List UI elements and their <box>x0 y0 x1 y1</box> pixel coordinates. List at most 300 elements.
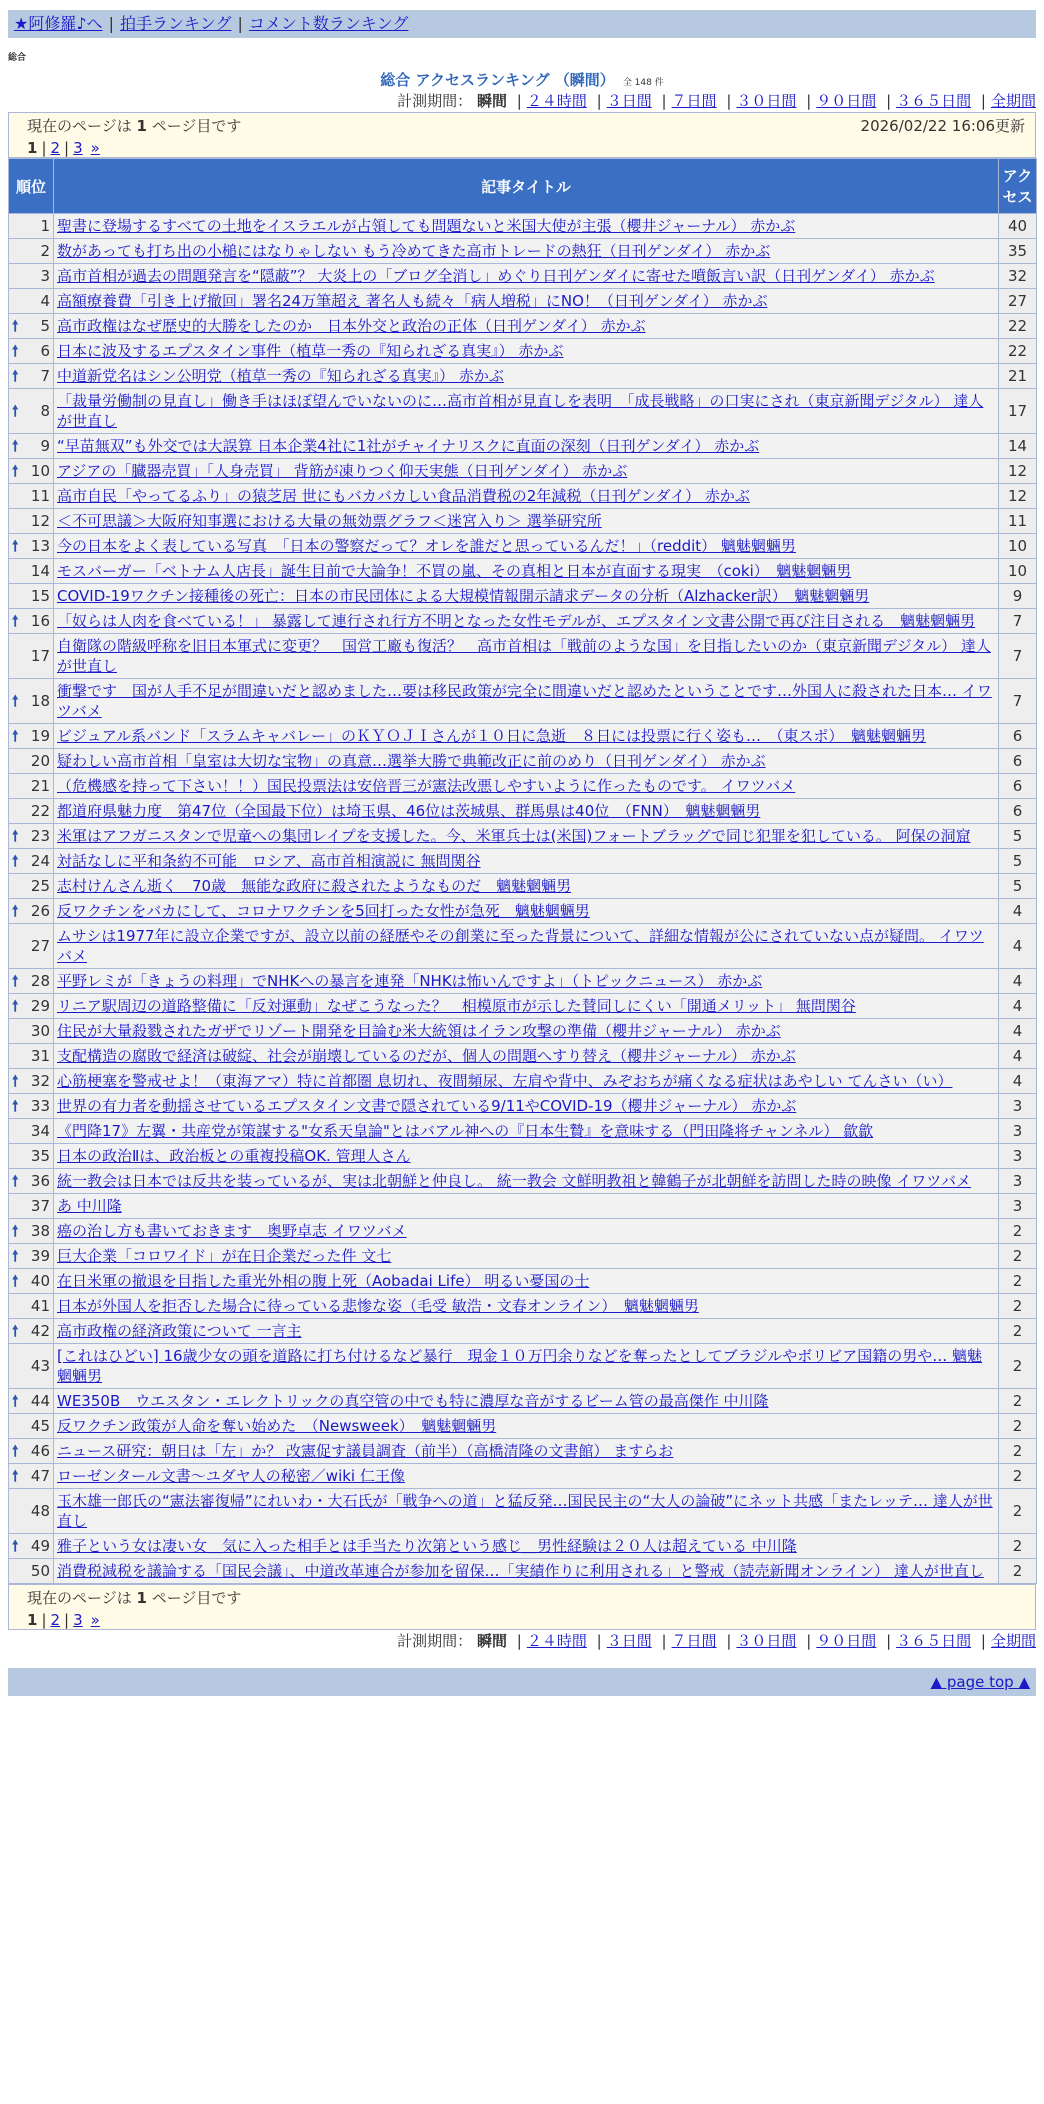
rank-number: 40 <box>30 1272 50 1290</box>
rank-cell <box>9 849 54 874</box>
access-count: 7 <box>999 634 1037 679</box>
table-row <box>9 1489 1037 1534</box>
rank-cell <box>9 724 54 749</box>
period-link-7d[interactable]: ７日間 <box>671 92 717 110</box>
up-arrow-icon: 🠕 <box>12 1172 19 1190</box>
rank-cell <box>9 459 54 484</box>
up-arrow-icon: 🠕 <box>12 1097 19 1115</box>
rank-number: 1 <box>40 217 50 235</box>
rank-cell <box>9 1344 54 1389</box>
table-row <box>9 994 1037 1019</box>
title-cell <box>54 239 999 264</box>
rank-cell <box>9 609 54 634</box>
title-cell <box>54 1439 999 1464</box>
table-row <box>9 1194 1037 1219</box>
access-count: 4 <box>999 1019 1037 1044</box>
top-nav-separator: | <box>108 14 114 33</box>
table-row <box>9 1144 1037 1169</box>
title-cell <box>54 509 999 534</box>
article-title-link[interactable]: （危機感を持って下さい！！）国民投票法は安倍晋三が憲法改悪しやすいように作ったものです。 イワツバメ <box>57 777 796 795</box>
rank-number: 28 <box>30 972 50 990</box>
rank-number: 17 <box>30 647 50 665</box>
up-arrow-icon: 🠕 <box>12 367 19 385</box>
table-row <box>9 924 1037 969</box>
period-label: 計測期間： <box>397 92 473 110</box>
table-row <box>9 679 1037 724</box>
pager-page-2[interactable]: 2 <box>50 139 61 157</box>
title-cell <box>54 1019 999 1044</box>
access-count: 7 <box>999 609 1037 634</box>
title-cell <box>54 264 999 289</box>
article-title-link[interactable]: ムサシは1977年に設立企業ですが、設立以前の経歴やその創業に至った背景について、詳細な情報が公にされていない点が疑問。 イワツバメ <box>57 927 984 965</box>
rank-cell <box>9 1269 54 1294</box>
access-count: 3 <box>999 1194 1037 1219</box>
access-count: 2 <box>999 1464 1037 1489</box>
table-row <box>9 264 1037 289</box>
rank-cell <box>9 1144 54 1169</box>
table-row <box>9 1344 1037 1389</box>
access-count: 2 <box>999 1319 1037 1344</box>
pager-bottom: 現在のページは 1 ページ目です 1 | 2 | 3 » <box>8 1584 1036 1630</box>
rank-number: 47 <box>30 1467 50 1485</box>
access-count: 4 <box>999 1044 1037 1069</box>
top-nav-link-asyura[interactable]: ★阿修羅♪へ <box>14 14 103 33</box>
article-title-link[interactable]: 米軍はアフガニスタンで児童への集団レイプを支援した。今、米軍兵士は(米国)フォートブラッグで同じ犯罪を犯している。 阿保の洞窟 <box>57 827 971 845</box>
pager-page-3[interactable]: 3 <box>73 139 83 157</box>
access-count: 4 <box>999 994 1037 1019</box>
title-cell <box>54 389 999 434</box>
access-count: 11 <box>999 509 1037 534</box>
pager-status: 現在のページは 1 ページ目です <box>27 1589 242 1607</box>
table-row <box>9 749 1037 774</box>
access-count: 4 <box>999 1069 1037 1094</box>
article-title-link[interactable]: 志村けんさん逝く 70歳 無能な政府に殺されたようなものだ 魑魅魍魎男 <box>57 877 572 895</box>
header-rank: 順位 <box>9 159 54 214</box>
rank-cell <box>9 559 54 584</box>
article-title-link[interactable]: 高市自民「やってるふり」の猿芝居 世にもバカバカしい食品消費税の2年減税（日刊ゲンダイ） 赤かぶ <box>57 487 750 505</box>
up-arrow-icon: 🠕 <box>12 997 19 1015</box>
rank-cell <box>9 1119 54 1144</box>
rank-number: 18 <box>30 692 50 710</box>
period-link-24h[interactable]: ２４時間 <box>526 1632 587 1650</box>
article-title-link[interactable]: アジアの「臓器売買」「人身売買」 背筋が凍りつく仰天実態（日刊ゲンダイ） 赤かぶ <box>57 462 628 480</box>
table-row <box>9 799 1037 824</box>
title-cell <box>54 1559 999 1584</box>
title-cell <box>54 289 999 314</box>
article-title-link[interactable]: 高市政権はなぜ歴史的大勝をしたのか 日本外交と政治の正体（日刊ゲンダイ） 赤かぶ <box>57 317 646 335</box>
title-cell <box>54 679 999 724</box>
period-link-all[interactable]: 全期間 <box>990 1632 1036 1650</box>
bottom-nav <box>8 1668 1036 1696</box>
article-title-link[interactable]: 玉木雄一郎氏の“憲法審復帰”にれいわ・大石氏が「戦争への道」と猛反発…国民民主の“大人の論破”にネット共感「またレッテ… 達人が世直し <box>57 1492 993 1530</box>
rank-cell <box>9 1094 54 1119</box>
rank-cell <box>9 534 54 559</box>
top-nav-link-comment-ranking[interactable]: コメント数ランキング <box>248 14 409 33</box>
article-title-link[interactable]: 巨大企業「コロワイド」が在日企業だった件 文七 <box>57 1247 392 1265</box>
period-selector-top: 計測期間： 瞬間 | ２４時間 | ３日間 | ７日間 | ３０日間 | ９０日間 | ３６５日間 | 全期間 <box>397 92 1036 110</box>
rank-number: 14 <box>30 562 50 580</box>
article-title-link[interactable]: 今の日本をよく表している写真 「日本の警察だって？オレを誰だと思っているんだ！」（reddit） 魑魅魍魎男 <box>57 537 796 555</box>
rank-cell <box>9 874 54 899</box>
header-access: アクセス <box>999 159 1037 214</box>
article-title-link[interactable]: 中道新党名はシン公明党（植草一秀の『知られざる真実』） 赤かぶ <box>57 367 504 385</box>
up-arrow-icon: 🠕 <box>12 612 19 630</box>
title-cell <box>54 1534 999 1559</box>
table-row <box>9 969 1037 994</box>
article-title-link[interactable]: 反ワクチン政策が人命を奪い始めた （Newsweek） 魑魅魍魎男 <box>57 1417 497 1435</box>
article-title-link[interactable]: 「奴らは人肉を食べている！」 暴露して連行され行方不明となった女性モデルが、エプスタイン文書公開で再び注目される 魑魅魍魎男 <box>57 612 976 630</box>
rank-number: 15 <box>30 587 50 605</box>
table-row <box>9 389 1037 434</box>
access-count: 32 <box>999 264 1037 289</box>
rank-number: 30 <box>30 1022 50 1040</box>
rank-number: 38 <box>30 1222 50 1240</box>
article-title-link[interactable]: 高市首相が過去の問題発言を“隠蔽”？ 大炎上の「ブログ全消し」めぐり日刊ゲンダイに寄せた噴飯言い訳（日刊ゲンダイ） 赤かぶ <box>57 267 935 285</box>
table-row <box>9 1119 1037 1144</box>
period-label: 計測期間： <box>397 1632 473 1650</box>
rank-cell <box>9 314 54 339</box>
article-title-link[interactable]: 住民が大量殺戮されたガザでリゾート開発を目論む米大統領はイラン攻撃の準備（櫻井ジャーナル） 赤かぶ <box>57 1022 781 1040</box>
page-label: 総合 <box>8 53 27 63</box>
title-cell <box>54 434 999 459</box>
title-cell <box>54 1464 999 1489</box>
rank-number: 50 <box>30 1562 50 1580</box>
rank-cell <box>9 1389 54 1414</box>
table-row <box>9 1414 1037 1439</box>
table-row <box>9 1294 1037 1319</box>
article-title-link[interactable]: 支配構造の腐敗で経済は破綻、社会が崩壊しているのだが、個人の問題へすり替え（櫻井ジャーナル） 赤かぶ <box>57 1047 796 1065</box>
article-title-link[interactable]: 統一教会は日本では反共を装っているが、実は北朝鮮と仲良し。 統一教会 文鮮明教祖と韓鶴子が北朝鮮を訪問した時の映像 イワツバメ <box>57 1172 972 1190</box>
article-title-link[interactable]: リニア駅周辺の道路整備に「反対運動」なぜこうなった？ 相模原市が示した賛同しにくい「開通メリット」 無問関谷 <box>57 997 856 1015</box>
article-title-link[interactable]: ＜不可思議＞大阪府知事選における大量の無効票グラフ＜迷宮入り＞ 選挙研究所 <box>57 512 602 530</box>
period-link-30d[interactable]: ３０日間 <box>736 92 797 110</box>
rank-number: 37 <box>30 1197 50 1215</box>
article-title-link[interactable]: COVID-19ワクチン接種後の死亡：日本の市民団体による大規模情報開示請求データの分析（Alzhacker訳） 魑魅魍魎男 <box>57 587 870 605</box>
rank-number: 12 <box>30 512 50 530</box>
access-count: 3 <box>999 1094 1037 1119</box>
rank-cell <box>9 1414 54 1439</box>
top-nav <box>8 10 1036 38</box>
table-row <box>9 824 1037 849</box>
article-title-link[interactable]: 癌の治し方も書いておきます 奥野卓志 イワツバメ <box>57 1222 407 1240</box>
access-count: 2 <box>999 1244 1037 1269</box>
period-link-3d[interactable]: ３日間 <box>606 1632 652 1650</box>
rank-number: 24 <box>30 852 50 870</box>
rank-number: 8 <box>40 402 50 420</box>
rank-number: 23 <box>30 827 50 845</box>
article-title-link[interactable]: 疑わしい高市首相「皇室は大切な宝物」の真意…選挙大勝で典範改正に前のめり（日刊ゲンダイ） 赤かぶ <box>57 752 766 770</box>
title-cell <box>54 994 999 1019</box>
table-row <box>9 849 1037 874</box>
table-row <box>9 339 1037 364</box>
access-count: 7 <box>999 679 1037 724</box>
access-count: 6 <box>999 749 1037 774</box>
title-cell <box>54 364 999 389</box>
title-cell <box>54 1489 999 1534</box>
title-cell <box>54 924 999 969</box>
rank-cell <box>9 1019 54 1044</box>
period-link-7d[interactable]: ７日間 <box>671 1632 717 1650</box>
title-cell <box>54 634 999 679</box>
period-link-3d[interactable]: ３日間 <box>606 92 652 110</box>
article-title-link[interactable]: 高市政権の経済政策について 一言主 <box>57 1322 302 1340</box>
access-count: 12 <box>999 484 1037 509</box>
rank-number: 11 <box>30 487 50 505</box>
updated-timestamp: 2026/02/22 16:06更新 <box>860 117 1025 135</box>
rank-cell <box>9 924 54 969</box>
article-title-link[interactable]: ニュース研究：朝日は「左」か？ 改憲促す議員調査（前半）（高橋清隆の文書館） ますらお <box>57 1442 674 1460</box>
title-cell <box>54 1119 999 1144</box>
title-cell <box>54 899 999 924</box>
title-cell <box>54 849 999 874</box>
article-title-link[interactable]: 日本が外国人を拒否した場合に待っている悲惨な姿（毛受 敏浩・文春オンライン） 魑魅魍魎男 <box>57 1297 699 1315</box>
rank-number: 36 <box>30 1172 50 1190</box>
title-cell <box>54 214 999 239</box>
title-cell <box>54 749 999 774</box>
table-row <box>9 634 1037 679</box>
period-link-365d[interactable]: ３６５日間 <box>896 92 972 110</box>
access-count: 2 <box>999 1389 1037 1414</box>
title-cell <box>54 1094 999 1119</box>
rank-cell <box>9 339 54 364</box>
pager-page-1-current: 1 <box>27 139 38 157</box>
rank-number: 41 <box>30 1297 50 1315</box>
rank-number: 19 <box>30 727 50 745</box>
article-title-link[interactable]: あ 中川隆 <box>57 1197 122 1215</box>
table-row <box>9 584 1037 609</box>
access-count: 6 <box>999 774 1037 799</box>
up-arrow-icon: 🠕 <box>12 852 19 870</box>
up-arrow-icon: 🠕 <box>12 537 19 555</box>
article-title-link[interactable]: 《門降17》左翼・共産党が策謀する"女系天皇論"とはバアル神への『日本生贄』を意味する（門田隆将チャンネル） 歙歙 <box>57 1122 874 1140</box>
rank-cell <box>9 239 54 264</box>
pager-next[interactable]: » <box>90 1611 100 1629</box>
access-count: 6 <box>999 724 1037 749</box>
rank-cell <box>9 434 54 459</box>
title-cell <box>54 874 999 899</box>
up-arrow-icon: 🠕 <box>12 462 19 480</box>
article-title-link[interactable]: 聖書に登場するすべての土地をイスラエルが占領しても問題ないと米国大使が主張（櫻井ジャーナル） 赤かぶ <box>57 217 796 235</box>
table-row <box>9 1219 1037 1244</box>
article-title-link[interactable]: 平野レミが「きょうの料理」でNHKへの暴言を連発「NHKは怖いんですよ」（トピックニュース） 赤かぶ <box>57 972 763 990</box>
rank-number: 35 <box>30 1147 50 1165</box>
rank-cell <box>9 1464 54 1489</box>
rank-number: 7 <box>40 367 50 385</box>
access-count: 40 <box>999 214 1037 239</box>
article-title-link[interactable]: ビジュアル系バンド「スラムキャバレー」のＫＹＯＪＩさんが１０日に急逝 ８日には投票に行く姿も… （東スポ） 魑魅魍魎男 <box>57 727 926 745</box>
rank-number: 32 <box>30 1072 50 1090</box>
table-row <box>9 899 1037 924</box>
period-link-90d[interactable]: ９０日間 <box>816 1632 877 1650</box>
rank-cell <box>9 634 54 679</box>
access-count: 2 <box>999 1439 1037 1464</box>
article-title-link[interactable]: 在日米軍の撤退を目指した重光外相の腹上死（Aobadai Life） 明るい憂国の士 <box>57 1272 590 1290</box>
period-link-90d[interactable]: ９０日間 <box>816 92 877 110</box>
ranking-body <box>9 214 1037 1584</box>
rank-number: 33 <box>30 1097 50 1115</box>
article-title-link[interactable]: 都道府県魅力度 第47位（全国最下位）は埼玉県、46位は茨城県、群馬県は40位 （FNN） 魑魅魍魎男 <box>57 802 761 820</box>
rank-cell <box>9 389 54 434</box>
article-title-link[interactable]: 対話なしに平和条約不可能 ロシア、高市首相演説に 無問関谷 <box>57 852 481 870</box>
access-count: 21 <box>999 364 1037 389</box>
access-count: 2 <box>999 1219 1037 1244</box>
pager-status: 現在のページは 1 ページ目です <box>27 117 242 135</box>
ranking-title: 総合 アクセスランキング （瞬間） <box>380 71 615 89</box>
article-title-link[interactable]: WE350B ウエスタン・エレクトリックの真空管の中でも特に濃厚な音がするビーム管の最高傑作 中川隆 <box>57 1392 769 1410</box>
rank-number: 5 <box>40 317 50 335</box>
table-row <box>9 1534 1037 1559</box>
rank-cell <box>9 1169 54 1194</box>
table-row <box>9 364 1037 389</box>
title-cell <box>54 824 999 849</box>
ranking-title-block <box>8 69 1036 90</box>
up-arrow-icon: 🠕 <box>12 692 19 710</box>
access-count: 5 <box>999 849 1037 874</box>
table-row <box>9 1019 1037 1044</box>
title-cell <box>54 1294 999 1319</box>
table-row <box>9 1269 1037 1294</box>
table-row <box>9 534 1037 559</box>
rank-cell <box>9 969 54 994</box>
up-arrow-icon: 🠕 <box>12 827 19 845</box>
article-title-link[interactable]: 雅子という女は凄い女＿気に入った相手とは手当たり次第という感じ＿男性経験は２０人は超えている 中川隆 <box>57 1537 797 1555</box>
pager-page-1-current: 1 <box>27 1611 38 1629</box>
title-cell <box>54 314 999 339</box>
article-title-link[interactable]: モスバーガー「ベトナム人店長」誕生目前で大論争！不買の嵐、その真相と日本が直面する現実 （coki） 魑魅魍魎男 <box>57 562 852 580</box>
article-title-link[interactable]: 世界の有力者を動揺させているエプスタイン文書で隠されている9/11やCOVID-19（櫻井ジャーナル） 赤かぶ <box>57 1097 797 1115</box>
pager-page-2[interactable]: 2 <box>50 1611 61 1629</box>
table-row <box>9 289 1037 314</box>
article-title-link[interactable]: 日本に波及するエプスタイン事件（植草一秀の『知られざる真実』） 赤かぶ <box>57 342 564 360</box>
article-title-link[interactable]: 消費税減税を議論する「国民会議」、中道改革連合が参加を留保…「実績作りに利用される」と警戒（読売新聞オンライン） 達人が世直し <box>57 1562 984 1580</box>
access-count: 14 <box>999 434 1037 459</box>
article-title-link[interactable]: ローゼンタール文書～ユダヤ人の秘密／wiki 仁王像 <box>57 1467 405 1485</box>
table-row <box>9 1319 1037 1344</box>
rank-cell <box>9 679 54 724</box>
rank-cell <box>9 1069 54 1094</box>
rank-cell <box>9 1489 54 1534</box>
up-arrow-icon: 🠕 <box>12 1392 19 1410</box>
rank-cell <box>9 1294 54 1319</box>
rank-cell <box>9 509 54 534</box>
table-row <box>9 1389 1037 1414</box>
access-count: 6 <box>999 799 1037 824</box>
rank-number: 27 <box>30 937 50 955</box>
period-link-24h[interactable]: ２４時間 <box>526 92 587 110</box>
title-cell <box>54 799 999 824</box>
access-count: 10 <box>999 559 1037 584</box>
title-cell <box>54 1414 999 1439</box>
rank-number: 2 <box>40 242 50 260</box>
title-cell <box>54 1389 999 1414</box>
access-count: 2 <box>999 1534 1037 1559</box>
rank-cell <box>9 1244 54 1269</box>
article-title-link[interactable]: 衝撃です 国が人手不足が間違いだと認めました…要は移民政策が完全に間違いだと認めたということです…外国人に殺された日本… イワツバメ <box>57 682 992 720</box>
access-count: 3 <box>999 1119 1037 1144</box>
title-cell <box>54 1169 999 1194</box>
period-current: 瞬間 <box>476 92 507 110</box>
access-count: 4 <box>999 899 1037 924</box>
header-title: 記事タイトル <box>54 159 999 214</box>
title-cell <box>54 1269 999 1294</box>
article-title-link[interactable]: “早苗無双”も外交では大誤算 日本企業4社に1社がチャイナリスクに直面の深刻（日刊ゲンダイ） 赤かぶ <box>57 437 760 455</box>
up-arrow-icon: 🠕 <box>12 727 19 745</box>
table-row <box>9 314 1037 339</box>
rank-number: 3 <box>40 267 50 285</box>
access-count: 3 <box>999 1169 1037 1194</box>
rank-number: 34 <box>30 1122 50 1140</box>
rank-cell <box>9 799 54 824</box>
ranking-count: 全 148 件 <box>622 78 664 88</box>
rank-cell <box>9 1559 54 1584</box>
title-cell <box>54 609 999 634</box>
table-row <box>9 774 1037 799</box>
access-count: 27 <box>999 289 1037 314</box>
title-cell <box>54 1069 999 1094</box>
access-count: 2 <box>999 1269 1037 1294</box>
pager-page-3[interactable]: 3 <box>73 1611 83 1629</box>
access-count: 5 <box>999 874 1037 899</box>
rank-number: 10 <box>30 462 50 480</box>
table-row <box>9 1169 1037 1194</box>
article-title-link[interactable]: 日本の政治Ⅱは、政治板との重複投稿OK. 管理人さん <box>57 1147 411 1165</box>
rank-cell <box>9 584 54 609</box>
up-arrow-icon: 🠕 <box>12 972 19 990</box>
article-title-link[interactable]: 数があっても打ち出の小槌にはなりゃしない もう冷めてきた高市トレードの熱狂（日刊ゲンダイ） 赤かぶ <box>57 242 771 260</box>
ranking-table <box>8 158 1037 1584</box>
access-count: 2 <box>999 1414 1037 1439</box>
article-title-link[interactable]: [これはひどい] 16歳少女の頭を道路に打ち付けるなど暴行 現金１０万円余りなどを奪ったとしてブラジルやボリビア国籍の男や… 魑魅魍魎男 <box>57 1347 982 1385</box>
page-top-link[interactable]: ▲ page top ▲ <box>930 1673 1030 1691</box>
table-row <box>9 1559 1037 1584</box>
rank-number: 39 <box>30 1247 50 1265</box>
period-link-30d[interactable]: ３０日間 <box>736 1632 797 1650</box>
title-cell <box>54 1344 999 1389</box>
article-title-link[interactable]: 高額療養費「引き上げ撤回」署名24万筆超え 著名人も続々「病人増税」にNO！（日刊ゲンダイ） 赤かぶ <box>57 292 768 310</box>
rank-number: 20 <box>30 752 50 770</box>
table-row <box>9 1044 1037 1069</box>
rank-number: 49 <box>30 1537 50 1555</box>
period-link-365d[interactable]: ３６５日間 <box>896 1632 972 1650</box>
access-count: 5 <box>999 824 1037 849</box>
period-link-all[interactable]: 全期間 <box>990 92 1036 110</box>
table-row <box>9 609 1037 634</box>
rank-number: 42 <box>30 1322 50 1340</box>
access-count: 3 <box>999 1144 1037 1169</box>
article-title-link[interactable]: 反ワクチンをバカにして、コロナワクチンを5回打った女性が急死 魑魅魍魎男 <box>57 902 590 920</box>
top-nav-link-clap-ranking[interactable]: 拍手ランキング <box>119 14 232 33</box>
up-arrow-icon: 🠕 <box>12 1222 19 1240</box>
table-row <box>9 559 1037 584</box>
article-title-link[interactable]: 「裁量労働制の見直し」働き手はほぼ望んでいないのに…高市首相が見直しを表明 「成長戦略」の口実にされ（東京新聞デジタル） 達人が世直し <box>57 392 984 430</box>
article-title-link[interactable]: 心筋梗塞を警戒せよ！（東海アマ）特に首都圏 息切れ、夜間頻尿、左肩や背中、みぞおちが痛くなる症状はあやしい てんさい（い） <box>57 1072 953 1090</box>
table-row <box>9 509 1037 534</box>
table-row <box>9 459 1037 484</box>
access-count: 2 <box>999 1559 1037 1584</box>
access-count: 4 <box>999 924 1037 969</box>
rank-number: 22 <box>30 802 50 820</box>
top-nav-separator: | <box>237 14 243 33</box>
title-cell <box>54 459 999 484</box>
up-arrow-icon: 🠕 <box>12 402 19 420</box>
rank-number: 16 <box>30 612 50 630</box>
title-cell <box>54 1219 999 1244</box>
title-cell <box>54 1244 999 1269</box>
pager-next[interactable]: » <box>90 139 100 157</box>
access-count: 4 <box>999 969 1037 994</box>
article-title-link[interactable]: 自衛隊の階級呼称を旧日本軍式に変更？ 国営工廠も復活？ 高市首相は「戦前のような国」を目指したいのか（東京新聞デジタル） 達人が世直し <box>57 637 991 675</box>
rank-cell <box>9 899 54 924</box>
